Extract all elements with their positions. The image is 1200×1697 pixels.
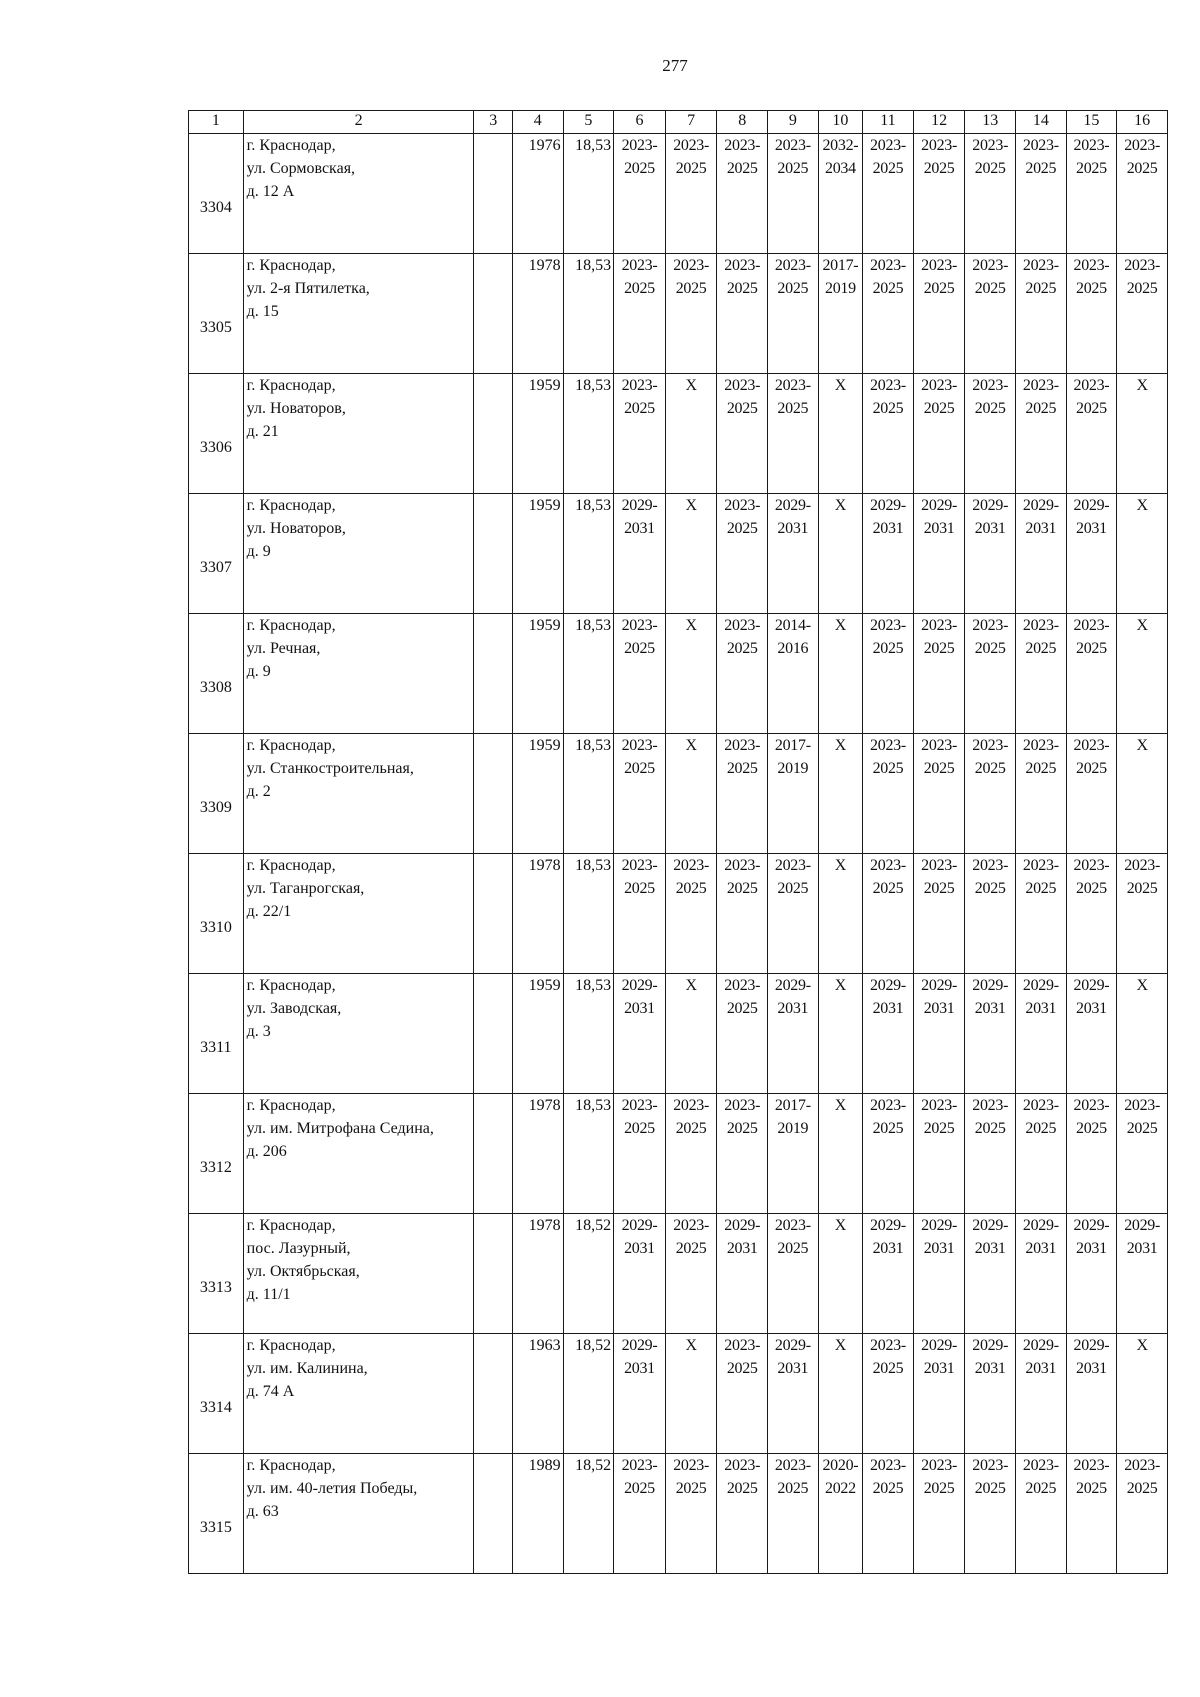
period-cell: 2023- 2025 <box>1016 134 1067 254</box>
period-cell: 2023- 2025 <box>1016 374 1067 494</box>
period-cell: 2023- 2025 <box>913 734 965 854</box>
period-cell: X <box>1117 974 1168 1094</box>
period-cell: 2029- 2031 <box>965 494 1016 614</box>
year-built-cell: 1959 <box>512 734 563 854</box>
row-number-cell: 3312 <box>189 1094 244 1214</box>
table-row <box>189 1094 1168 1214</box>
period-cell: 2023- 2025 <box>863 734 914 854</box>
address-cell: г. Краснодар, ул. Станкостроительная, д. 2 <box>243 734 474 854</box>
column-number-header: 14 <box>1016 111 1067 134</box>
period-cell: 2023- 2025 <box>913 1454 965 1574</box>
period-cell: 2023- 2025 <box>665 854 717 974</box>
period-cell: 2023- 2025 <box>913 134 965 254</box>
period-cell: X <box>665 494 717 614</box>
period-cell: 2032- 2034 <box>818 134 863 254</box>
column-number-header: 1 <box>189 111 244 134</box>
period-cell: 2029- 2031 <box>614 1214 666 1334</box>
column-3-cell <box>474 974 512 1094</box>
column-number-header: 11 <box>863 111 914 134</box>
table-row <box>189 1454 1168 1574</box>
column-number-header: 10 <box>818 111 863 134</box>
row-number-cell: 3313 <box>189 1214 244 1334</box>
period-cell: 2023- 2025 <box>863 1334 914 1454</box>
period-cell: 2023- 2025 <box>665 1454 717 1574</box>
address-cell: г. Краснодар, ул. Речная, д. 9 <box>243 614 474 734</box>
period-cell: X <box>818 1094 863 1214</box>
period-cell: X <box>1117 494 1168 614</box>
period-cell: 2017- 2019 <box>768 734 819 854</box>
period-cell: X <box>665 734 717 854</box>
register-body <box>189 134 1168 1574</box>
row-number-cell: 3315 <box>189 1454 244 1574</box>
row-number-cell: 3310 <box>189 854 244 974</box>
period-cell: 2023- 2025 <box>863 134 914 254</box>
row-number-cell: 3304 <box>189 134 244 254</box>
column-3-cell <box>474 374 512 494</box>
period-cell: 2023- 2025 <box>1016 734 1067 854</box>
column-3-cell <box>474 254 512 374</box>
column-number-header: 16 <box>1117 111 1168 134</box>
period-cell: 2023- 2025 <box>1066 254 1117 374</box>
table-row <box>189 494 1168 614</box>
period-cell: 2023- 2025 <box>665 1094 717 1214</box>
area-cell: 18,53 <box>563 854 614 974</box>
period-cell: 2023- 2025 <box>1117 1094 1168 1214</box>
period-cell: 2029- 2031 <box>863 494 914 614</box>
period-cell: 2023- 2025 <box>863 254 914 374</box>
year-built-cell: 1959 <box>512 614 563 734</box>
table-row <box>189 614 1168 734</box>
table-row <box>189 974 1168 1094</box>
period-cell: 2023- 2025 <box>1016 1094 1067 1214</box>
period-cell: 2029- 2031 <box>1016 974 1067 1094</box>
period-cell: 2023- 2025 <box>913 614 965 734</box>
column-number-header: 13 <box>965 111 1016 134</box>
period-cell: 2023- 2025 <box>913 254 965 374</box>
period-cell: 2023- 2025 <box>913 854 965 974</box>
period-cell: 2023- 2025 <box>863 374 914 494</box>
period-cell: 2023- 2025 <box>965 1094 1016 1214</box>
column-number-header: 7 <box>665 111 717 134</box>
period-cell: X <box>665 374 717 494</box>
period-cell: 2023- 2025 <box>614 1454 666 1574</box>
period-cell: 2023- 2025 <box>913 1094 965 1214</box>
column-3-cell <box>474 854 512 974</box>
period-cell: 2023- 2025 <box>965 614 1016 734</box>
period-cell: 2023- 2025 <box>965 254 1016 374</box>
period-cell: 2029- 2031 <box>1066 1214 1117 1334</box>
period-cell: 2029- 2031 <box>1066 974 1117 1094</box>
period-cell: X <box>665 1334 717 1454</box>
period-cell: 2023- 2025 <box>1117 854 1168 974</box>
period-cell: 2023- 2025 <box>614 854 666 974</box>
period-cell: 2023- 2025 <box>717 974 768 1094</box>
area-cell: 18,52 <box>563 1214 614 1334</box>
period-cell: X <box>818 614 863 734</box>
period-cell: X <box>818 974 863 1094</box>
period-cell: 2023- 2025 <box>913 374 965 494</box>
year-built-cell: 1978 <box>512 1094 563 1214</box>
period-cell: X <box>665 974 717 1094</box>
area-cell: 18,52 <box>563 1334 614 1454</box>
address-cell: г. Краснодар, ул. Заводская, д. 3 <box>243 974 474 1094</box>
period-cell: 2023- 2025 <box>1016 1454 1067 1574</box>
row-number-cell: 3311 <box>189 974 244 1094</box>
period-cell: 2023- 2025 <box>1066 1094 1117 1214</box>
period-cell: 2023- 2025 <box>768 134 819 254</box>
period-cell: 2023- 2025 <box>614 1094 666 1214</box>
year-built-cell: 1963 <box>512 1334 563 1454</box>
column-number-header: 9 <box>768 111 819 134</box>
period-cell: 2023- 2025 <box>717 134 768 254</box>
table-row <box>189 374 1168 494</box>
column-3-cell <box>474 1214 512 1334</box>
period-cell: 2029- 2031 <box>913 1214 965 1334</box>
address-cell: г. Краснодар, ул. им. Митрофана Седина, д. 206 <box>243 1094 474 1214</box>
period-cell: 2029- 2031 <box>614 1334 666 1454</box>
period-cell: 2023- 2025 <box>717 734 768 854</box>
period-cell: 2023- 2025 <box>1016 614 1067 734</box>
year-built-cell: 1978 <box>512 854 563 974</box>
column-3-cell <box>474 734 512 854</box>
row-number-cell: 3314 <box>189 1334 244 1454</box>
period-cell: X <box>818 1334 863 1454</box>
period-cell: 2029- 2031 <box>965 974 1016 1094</box>
period-cell: 2023- 2025 <box>1016 854 1067 974</box>
period-cell: 2023- 2025 <box>965 1454 1016 1574</box>
period-cell: X <box>1117 614 1168 734</box>
period-cell: 2023- 2025 <box>1117 1454 1168 1574</box>
column-number-header: 12 <box>913 111 965 134</box>
area-cell: 18,53 <box>563 1094 614 1214</box>
column-number-header: 8 <box>717 111 768 134</box>
period-cell: 2029- 2031 <box>913 1334 965 1454</box>
period-cell: 2023- 2025 <box>1066 614 1117 734</box>
period-cell: 2023- 2025 <box>863 1094 914 1214</box>
table-row <box>189 734 1168 854</box>
column-number-header: 3 <box>474 111 512 134</box>
period-cell: 2017- 2019 <box>768 1094 819 1214</box>
table-row <box>189 1214 1168 1334</box>
period-cell: 2014- 2016 <box>768 614 819 734</box>
column-3-cell <box>474 494 512 614</box>
period-cell: 2023- 2025 <box>768 1454 819 1574</box>
period-cell: 2023- 2025 <box>1066 134 1117 254</box>
period-cell: 2029- 2031 <box>913 494 965 614</box>
year-built-cell: 1959 <box>512 974 563 1094</box>
period-cell: 2023- 2025 <box>1066 1454 1117 1574</box>
period-cell: 2029- 2031 <box>1016 494 1067 614</box>
period-cell: X <box>1117 1334 1168 1454</box>
period-cell: 2023- 2025 <box>665 134 717 254</box>
period-cell: 2023- 2025 <box>717 614 768 734</box>
period-cell: 2023- 2025 <box>965 734 1016 854</box>
address-cell: г. Краснодар, ул. Новаторов, д. 21 <box>243 374 474 494</box>
address-cell: г. Краснодар, ул. им. 40-летия Победы, д. 63 <box>243 1454 474 1574</box>
period-cell: 2023- 2025 <box>863 854 914 974</box>
period-cell: 2023- 2025 <box>717 254 768 374</box>
column-number-row <box>189 111 1168 134</box>
period-cell: 2029- 2031 <box>1016 1334 1067 1454</box>
period-cell: 2023- 2025 <box>717 1094 768 1214</box>
period-cell: 2023- 2025 <box>965 134 1016 254</box>
year-built-cell: 1959 <box>512 374 563 494</box>
period-cell: X <box>665 614 717 734</box>
period-cell: 2029- 2031 <box>614 974 666 1094</box>
year-built-cell: 1959 <box>512 494 563 614</box>
period-cell: 2029- 2031 <box>1016 1214 1067 1334</box>
address-cell: г. Краснодар, пос. Лазурный, ул. Октябрьская, д. 11/1 <box>243 1214 474 1334</box>
period-cell: 2023- 2025 <box>717 374 768 494</box>
area-cell: 18,53 <box>563 974 614 1094</box>
period-cell: 2023- 2025 <box>665 1214 717 1334</box>
year-built-cell: 1978 <box>512 1214 563 1334</box>
page-number: 277 <box>662 56 688 75</box>
area-cell: 18,53 <box>563 134 614 254</box>
column-number-header: 5 <box>563 111 614 134</box>
row-number-cell: 3309 <box>189 734 244 854</box>
table-row <box>189 1334 1168 1454</box>
address-cell: г. Краснодар, ул. 2-я Пятилетка, д. 15 <box>243 254 474 374</box>
period-cell: 2023- 2025 <box>717 494 768 614</box>
period-cell: 2029- 2031 <box>1117 1214 1168 1334</box>
period-cell: X <box>1117 374 1168 494</box>
period-cell: 2029- 2031 <box>863 974 914 1094</box>
period-cell: 2029- 2031 <box>768 1334 819 1454</box>
table-row <box>189 254 1168 374</box>
period-cell: 2023- 2025 <box>614 734 666 854</box>
area-cell: 18,53 <box>563 254 614 374</box>
row-number-cell: 3307 <box>189 494 244 614</box>
period-cell: 2023- 2025 <box>768 254 819 374</box>
period-cell: 2023- 2025 <box>1117 254 1168 374</box>
column-3-cell <box>474 614 512 734</box>
period-cell: 2029- 2031 <box>1066 494 1117 614</box>
period-cell: 2029- 2031 <box>965 1214 1016 1334</box>
column-3-cell <box>474 134 512 254</box>
column-number-header: 6 <box>614 111 666 134</box>
period-cell: 2023- 2025 <box>965 854 1016 974</box>
period-cell: X <box>818 494 863 614</box>
year-built-cell: 1989 <box>512 1454 563 1574</box>
column-3-cell <box>474 1094 512 1214</box>
period-cell: 2023- 2025 <box>614 374 666 494</box>
column-3-cell <box>474 1334 512 1454</box>
period-cell: 2029- 2031 <box>913 974 965 1094</box>
period-cell: 2029- 2031 <box>717 1214 768 1334</box>
period-cell: 2029- 2031 <box>1066 1334 1117 1454</box>
period-cell: 2029- 2031 <box>768 974 819 1094</box>
period-cell: X <box>1117 734 1168 854</box>
period-cell: 2023- 2025 <box>717 854 768 974</box>
period-cell: 2023- 2025 <box>768 374 819 494</box>
period-cell: 2023- 2025 <box>1066 854 1117 974</box>
period-cell: 2023- 2025 <box>768 854 819 974</box>
row-number-cell: 3306 <box>189 374 244 494</box>
row-number-cell: 3305 <box>189 254 244 374</box>
address-cell: г. Краснодар, ул. им. Калинина, д. 74 А <box>243 1334 474 1454</box>
period-cell: 2020- 2022 <box>818 1454 863 1574</box>
period-cell: X <box>818 374 863 494</box>
column-number-header: 15 <box>1066 111 1117 134</box>
address-cell: г. Краснодар, ул. Сормовская, д. 12 А <box>243 134 474 254</box>
area-cell: 18,53 <box>563 734 614 854</box>
period-cell: 2023- 2025 <box>863 1454 914 1574</box>
period-cell: 2023- 2025 <box>1066 734 1117 854</box>
row-number-cell: 3308 <box>189 614 244 734</box>
period-cell: 2023- 2025 <box>717 1334 768 1454</box>
column-3-cell <box>474 1454 512 1574</box>
area-cell: 18,53 <box>563 494 614 614</box>
period-cell: 2023- 2025 <box>665 254 717 374</box>
period-cell: 2023- 2025 <box>717 1454 768 1574</box>
period-cell: 2023- 2025 <box>614 614 666 734</box>
area-cell: 18,53 <box>563 374 614 494</box>
housing-register-table <box>188 110 1168 1574</box>
area-cell: 18,52 <box>563 1454 614 1574</box>
period-cell: 2023- 2025 <box>614 134 666 254</box>
address-cell: г. Краснодар, ул. Таганрогская, д. 22/1 <box>243 854 474 974</box>
period-cell: X <box>818 1214 863 1334</box>
table-row <box>189 134 1168 254</box>
period-cell: 2017- 2019 <box>818 254 863 374</box>
column-number-header: 4 <box>512 111 563 134</box>
period-cell: 2029- 2031 <box>614 494 666 614</box>
period-cell: 2023- 2025 <box>965 374 1016 494</box>
period-cell: 2029- 2031 <box>863 1214 914 1334</box>
period-cell: X <box>818 734 863 854</box>
period-cell: 2023- 2025 <box>863 614 914 734</box>
area-cell: 18,53 <box>563 614 614 734</box>
table-row <box>189 854 1168 974</box>
period-cell: 2023- 2025 <box>614 254 666 374</box>
period-cell: 2023- 2025 <box>768 1214 819 1334</box>
period-cell: X <box>818 854 863 974</box>
period-cell: 2023- 2025 <box>1016 254 1067 374</box>
period-cell: 2029- 2031 <box>768 494 819 614</box>
column-number-header: 2 <box>243 111 474 134</box>
year-built-cell: 1978 <box>512 254 563 374</box>
period-cell: 2023- 2025 <box>1117 134 1168 254</box>
year-built-cell: 1976 <box>512 134 563 254</box>
address-cell: г. Краснодар, ул. Новаторов, д. 9 <box>243 494 474 614</box>
period-cell: 2029- 2031 <box>965 1334 1016 1454</box>
period-cell: 2023- 2025 <box>1066 374 1117 494</box>
